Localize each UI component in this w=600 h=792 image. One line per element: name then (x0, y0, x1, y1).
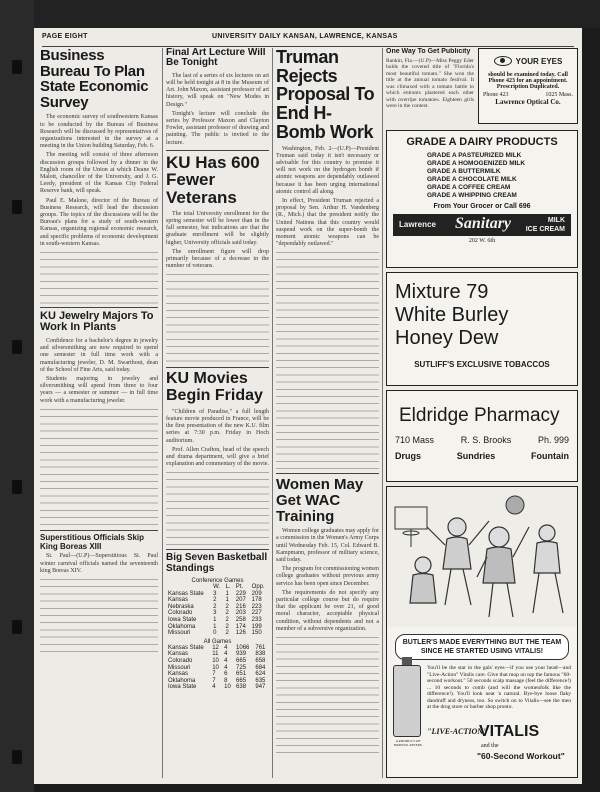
paragraph: The economic survey of southwestern Kansas to be conducted by the Bureau of Business Research will be discussed by representatives of organizations interested in the survey at a meeting in the Union building Saturday, Feb. 6. (40, 114, 158, 150)
sanitary-lawrence: Lawrence (399, 220, 436, 229)
headline-standings: Big Seven Basketball Standings (166, 552, 268, 574)
dairy-item: GRADE A COFFEE CREAM (427, 184, 511, 191)
tobacco-honeydew: Honey Dew (395, 327, 499, 349)
table-row: Iowa State 4 10 638 947 (168, 684, 266, 691)
dairy-list (427, 152, 577, 200)
film-strip (0, 0, 34, 792)
page-header (42, 32, 574, 47)
tobacco-mixture: Mixture 79 (395, 281, 489, 303)
sanitary-icecream: ICE CREAM (525, 226, 565, 233)
headline-truman: Truman Rejects Proposal To End H-Bomb Work (276, 48, 375, 142)
column-rule (272, 48, 273, 778)
sprocket-hole (12, 620, 22, 634)
eyes-ad-text: should be examined today. Call Phone 423 for an appointment. Prescription Duplicated. (488, 72, 568, 90)
table-row: Missouri 10 4 725 684 (168, 664, 266, 671)
article-continuation (40, 250, 158, 304)
pharmacy-name: Eldridge Pharmacy (399, 405, 560, 426)
article-continuation (276, 250, 379, 470)
headline-publicity: One Way To Get Publicity (386, 48, 471, 55)
table-row: Kansas State 3 1 229 209 (168, 590, 262, 597)
paragraph: The total University enrollment for the spring semester will be lower than in the fall semester, but indications are that the graduate enrollment will be slightly higher, University officials said today. (166, 210, 269, 246)
table-row: Missouri 0 2 126 150 (168, 630, 262, 637)
tobacco-shop: SUTLIFF'S EXCLUSIVE TOBACCOS (414, 360, 550, 369)
pharmacy-ad (386, 390, 578, 482)
table-row: Kansas 7 6 651 624 (168, 671, 266, 678)
paragraph: Confidence for a bachelor's degree in jewelry and silversmithing are now required to spend one semester in full time work with a manufacturing jeweler, D. M. Swarthout, dean of the School of Fine Arts, said today. (40, 337, 158, 373)
vitalis-live-action: "LIVE-ACTION" (427, 727, 488, 736)
paragraph: Washington, Feb. 2—(U.P)—President Truman said today it isn't necessary or advisable for this country to promise it will not work on the hydrogen bomb if atomic weapons are dependably outlawed because it has been urging international atomic control all along. (276, 145, 379, 195)
sanitary-logo (393, 214, 571, 236)
paragraph: Paul E. Malone, director of the Bureau of Business Research, will lead the discussion groups. The topics of the discussions will be the Bureau's plans for a study of south-western Kansas, organizing regional economic research, and specific problems of economic development in south-western Kansas. (40, 197, 158, 247)
paragraph: Prof. Allen Crafton, head of the speech and drama department, will give a brief explanation and commentary of the movie. (166, 446, 269, 468)
article-continuation (40, 407, 158, 527)
all-games-table (166, 645, 269, 691)
dairy-ad (386, 130, 578, 268)
article-veterans (166, 211, 269, 271)
page-number: PAGE EIGHT (42, 33, 88, 40)
pharmacy-address: 710 Mass (395, 435, 435, 445)
column-rule (162, 48, 163, 778)
vitalis-copy: You'll be the star in the gals' eyes—if you use your head—and "Live-Action" Vitalis care. Give that mop on top the famous "60-second workout." 50 seconds scalp massage (feel the difference!) ... 10 seconds to comb (and will the womenfolk like the difference!). You'll look neat 'n natural. Bye-bye loose flaky dandruff and dryness, too. So switch on to Vitalis—see the men at the drug store or barber shop pronto. (427, 665, 571, 710)
pharmacy-sundries: Sundries (456, 451, 496, 461)
dairy-item: GRADE A WHIPPING CREAM (427, 192, 517, 199)
article-continuation (166, 470, 269, 546)
pharmacy-phone: Ph. 999 (537, 435, 569, 445)
pharmacy-drugs: Drugs (395, 451, 422, 461)
ads-column (386, 48, 578, 778)
headline-business-bureau: Business Bureau To Plan State Economic Survey (40, 48, 149, 111)
headline-jewelry-majors: KU Jewelry Majors To Work In Plants (40, 310, 154, 334)
paragraph: St. Paul—(U.P)—Superstitious St. Paul winter carnival officials named the seventeenth king Boreas XIV. (40, 553, 158, 574)
vitalis-banner: BUTLER'S MADE EVERYTHING BUT THE TEAM SINCE HE STARTED USING VITALIS! (395, 634, 569, 660)
sanitary-script: Sanitary (455, 215, 512, 232)
vitalis-maker: A PRODUCT OF BRISTOL-MYERS (394, 739, 422, 747)
table-row: Oklahoma 7 8 665 635 (168, 677, 266, 684)
article-art-lecture (166, 73, 269, 147)
paragraph: Students majoring in jewelry and silversmithing will spend from three to four years — a semester or summer — in full time work with a manufacturing jeweler. (40, 375, 158, 404)
sanitary-address: 202 W. 6th (468, 238, 496, 244)
tobacco-ad (386, 272, 578, 386)
paragraph: The meeting will consist of three afternoon discussion groups followed by a dinner in the English room of the Union at which Deane W. Malott, chancellor of the University, and J. G. Leedy, president of the Kansas City Federal Reserve bank, will speak. (40, 152, 158, 195)
article-wac (276, 528, 379, 633)
table-row: Colorado 10 4 665 658 (168, 658, 266, 665)
table-header-row: W. L. Pt. Opp. (213, 584, 265, 591)
conference-label: Conference Games (191, 578, 244, 585)
conference-standings-table (166, 584, 269, 637)
paragraph: Tonight's lecture will conclude the series by Professor Maxon and Clayton Fowler, assistant professor of drawing and painting. The public is invited to the lecture. (166, 110, 269, 146)
newspaper-page (34, 28, 582, 784)
eye-icon (494, 56, 512, 66)
publicity-brief (386, 48, 474, 126)
paragraph: The last of a series of six lectures on art will be held tonight at 8 in the Museum of Art. John Maxon, assistant professor of art history, will speak on "New Modes in Design." (166, 72, 269, 108)
paragraph: "Children of Paradise," a full length feature movie produced in France, will be the first presentation of the new K.U. film series at 7:30 p.m. Friday in Hoch auditorium. (166, 408, 269, 444)
article-continuation (40, 577, 158, 657)
paragraph: The enrollment figure will drop primarily because of a decrease in the number of veterans. (166, 248, 269, 270)
headline-superstitious: Superstitious Officials Skip King Boreas XIII (40, 532, 145, 551)
dairy-grocer: From Your Grocer or Call 696 (433, 203, 531, 210)
article-truman (276, 146, 379, 249)
eyes-business-name: Lawrence Optical Co. (495, 98, 561, 106)
vitalis-bottle-icon (393, 665, 421, 737)
eyes-phone: Phone 423 (483, 92, 509, 98)
table-row: Nebraska 2 2 216 223 (168, 603, 262, 610)
vitalis-ad (386, 486, 578, 778)
eyes-address: 1025 Mass. (545, 92, 573, 98)
column-rule (382, 48, 383, 778)
paragraph: In effect, President Truman rejected a proposal by Sen. Arthur H. Vandenberg (R., Mich.) that the president notify the United Nations that this country would suspend work on the super-bomb the moment atomic weapons can be "dependably outlawed." (276, 198, 379, 248)
eyes-ad (478, 48, 578, 124)
column-2 (166, 48, 269, 778)
vitalis-and: and the (481, 743, 499, 749)
sprocket-hole (12, 480, 22, 494)
dairy-item: GRADE A HOMOGENIZED MILK (427, 160, 526, 167)
paragraph: The requirements do not specify any particular college course but do require that the applicant be over 21, of good moral character, acceptable physical condition, without dependents and not a member of a subversive organization. (276, 589, 379, 632)
pharmacy-owner: R. S. Brooks (460, 435, 512, 445)
table-row: Colorado 3 2 203 227 (168, 610, 262, 617)
article-business-bureau (40, 114, 158, 248)
sprocket-hole (12, 750, 22, 764)
dairy-item: GRADE A PASTEURIZED MILK (427, 152, 522, 159)
article-movies (166, 409, 269, 469)
pharmacy-fountain: Fountain (531, 451, 569, 461)
sanitary-milk: MILK (547, 217, 565, 224)
sprocket-hole (12, 60, 22, 74)
sprocket-hole (12, 340, 22, 354)
article-superstitious (40, 553, 158, 575)
dairy-title: GRADE A DAIRY PRODUCTS (406, 136, 558, 148)
headline-wac: Women May Get WAC Training (276, 476, 364, 525)
paper-name: UNIVERSITY DAILY KANSAN, LAWRENCE, KANSAS (212, 33, 398, 40)
paragraph: Rankin, Fla.—(U.P)—Miss Peggy Eder holds the coveted title of "Florida's most beautiful tomato." She won the title at the annual tomato festival. It was climaxed with a tomato battle in which entrants plastered each other with overripe tomatoes. Eighteen girls were in the contest. (386, 57, 474, 110)
headline-fewer-veterans: KU Has 600 Fewer Veterans (166, 152, 260, 208)
column-3 (276, 48, 379, 778)
table-row: Kansas 11 4 939 838 (168, 651, 266, 658)
column-1 (40, 48, 158, 778)
article-jewelry (40, 338, 158, 405)
scan-top-edge (34, 0, 600, 28)
table-row: Oklahoma 1 2 174 199 (168, 623, 262, 630)
all-games-label: All Games (203, 638, 232, 645)
dairy-item: GRADE A CHOCOLATE MILK (427, 176, 517, 183)
eyes-ad-title: YOUR EYES (515, 56, 563, 66)
basketball-illustration (387, 487, 577, 627)
basketball-icon (506, 496, 524, 514)
table-row: Kansas State 12 4 1066 761 (168, 644, 266, 651)
vitalis-brand: VITALIS (479, 723, 540, 740)
sprocket-hole (12, 200, 22, 214)
paragraph: Women college graduates may apply for a commission in the Women's Army Corps until Wednesday Feb. 15, Col. Edward B. Kampmann, professor of military science, said today. (276, 528, 379, 564)
dairy-item: GRADE A BUTTERMILK (427, 168, 501, 175)
headline-ku-movies: KU Movies Begin Friday (166, 370, 263, 405)
table-row: Iowa State 1 2 258 233 (168, 617, 262, 624)
vitalis-workout: "60-Second Workout" (477, 751, 565, 761)
article-continuation (276, 635, 379, 755)
paragraph: The program for commissioning women college graduates without previous army service has been open since December. (276, 566, 379, 587)
table-row: Kansas 2 1 207 178 (168, 597, 262, 604)
tobacco-burley: White Burley (395, 304, 509, 326)
headline-art-lecture: Final Art Lecture Will Be Tonight (166, 48, 266, 69)
article-continuation (166, 272, 269, 364)
